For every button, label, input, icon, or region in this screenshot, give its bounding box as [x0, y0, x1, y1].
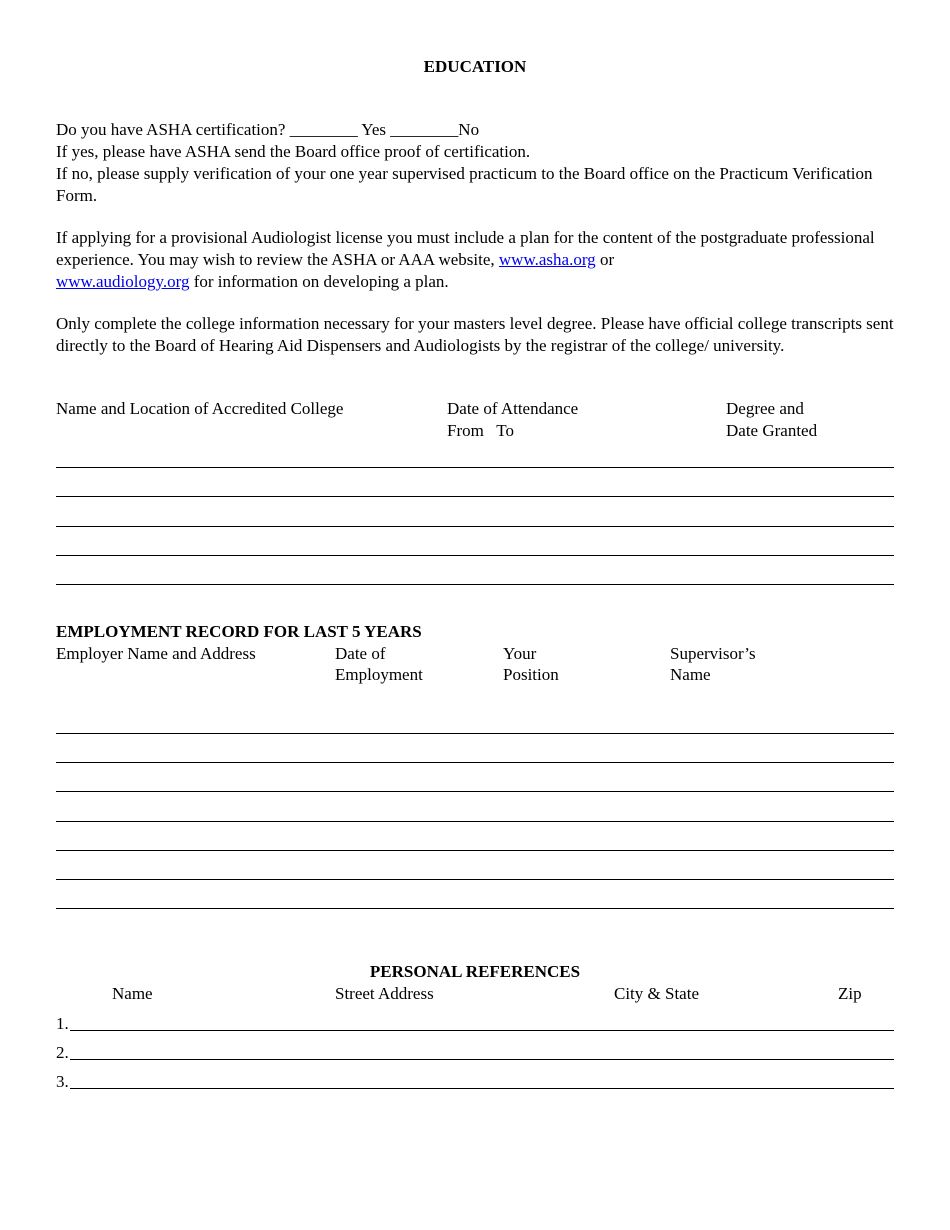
reference-number: 3.: [56, 1072, 69, 1091]
col-city-header: City & State: [614, 984, 699, 1003]
reference-entry-line[interactable]: [70, 1059, 894, 1060]
reference-number: 2.: [56, 1043, 69, 1062]
employment-entry-line[interactable]: [56, 879, 894, 880]
col-college-header: Name and Location of Accredited College: [56, 399, 344, 418]
col-date-header-1: Date of: [335, 644, 386, 663]
employment-entry-line[interactable]: [56, 762, 894, 763]
col-degree-header-2: Date Granted: [726, 421, 818, 440]
education-entry-line[interactable]: [56, 467, 894, 468]
education-title: EDUCATION: [423, 57, 527, 76]
col-position-header-2: Position: [503, 665, 559, 684]
employment-entry-line[interactable]: [56, 733, 894, 734]
education-entry-line[interactable]: [56, 496, 894, 497]
asha-if-no: If no, please supply verification of your one year supervised practicum to the Board office on the Practicum Verification Form.: [56, 164, 873, 205]
col-name-header: Name: [112, 984, 153, 1003]
col-degree-header-1: Degree and: [726, 399, 804, 418]
col-attendance-header: Date of Attendance: [447, 399, 579, 418]
provisional-text-2: for information on developing a plan.: [189, 272, 449, 291]
col-supervisor-header-1: Supervisor’s: [670, 644, 756, 663]
employment-title: EMPLOYMENT RECORD FOR LAST 5 YEARS: [56, 622, 422, 641]
provisional-text-1: If applying for a provisional Audiologist license you must include a plan for the content of the postgraduate professional experience. You may wish to review the ASHA or AAA website,: [56, 228, 875, 269]
col-from-to-header: From To: [447, 421, 514, 440]
employment-entry-line[interactable]: [56, 850, 894, 851]
reference-entry-line[interactable]: [70, 1030, 894, 1031]
education-entry-line[interactable]: [56, 526, 894, 527]
provisional-or: or: [595, 250, 615, 269]
audiology-link[interactable]: www.audiology.org: [56, 272, 190, 291]
employment-entry-line[interactable]: [56, 821, 894, 822]
education-entry-line[interactable]: [56, 584, 894, 585]
col-street-header: Street Address: [335, 984, 434, 1003]
provisional-paragraph: [56, 227, 896, 293]
college-info-paragraph: Only complete the college information necessary for your masters level degree. Please have official college transcripts sent directly to the Board of Hearing Aid Dispensers and Audiologists by the registrar of the college/ university.: [56, 314, 894, 355]
col-employer-header: Employer Name and Address: [56, 644, 256, 663]
col-supervisor-header-2: Name: [670, 665, 711, 684]
asha-link[interactable]: www.asha.org: [498, 250, 596, 269]
reference-entry-line[interactable]: [70, 1088, 894, 1089]
education-entry-line[interactable]: [56, 555, 894, 556]
employment-entry-line[interactable]: [56, 791, 894, 792]
col-position-header-1: Your: [503, 644, 537, 663]
references-title: PERSONAL REFERENCES: [369, 962, 581, 981]
asha-if-yes: If yes, please have ASHA send the Board office proof of certification.: [56, 142, 531, 161]
reference-number: 1.: [56, 1014, 69, 1033]
asha-question: Do you have ASHA certification? ________ Yes ________No: [56, 120, 480, 139]
col-zip-header: Zip: [838, 984, 862, 1003]
employment-entry-line[interactable]: [56, 908, 894, 909]
col-date-header-2: Employment: [335, 665, 423, 684]
